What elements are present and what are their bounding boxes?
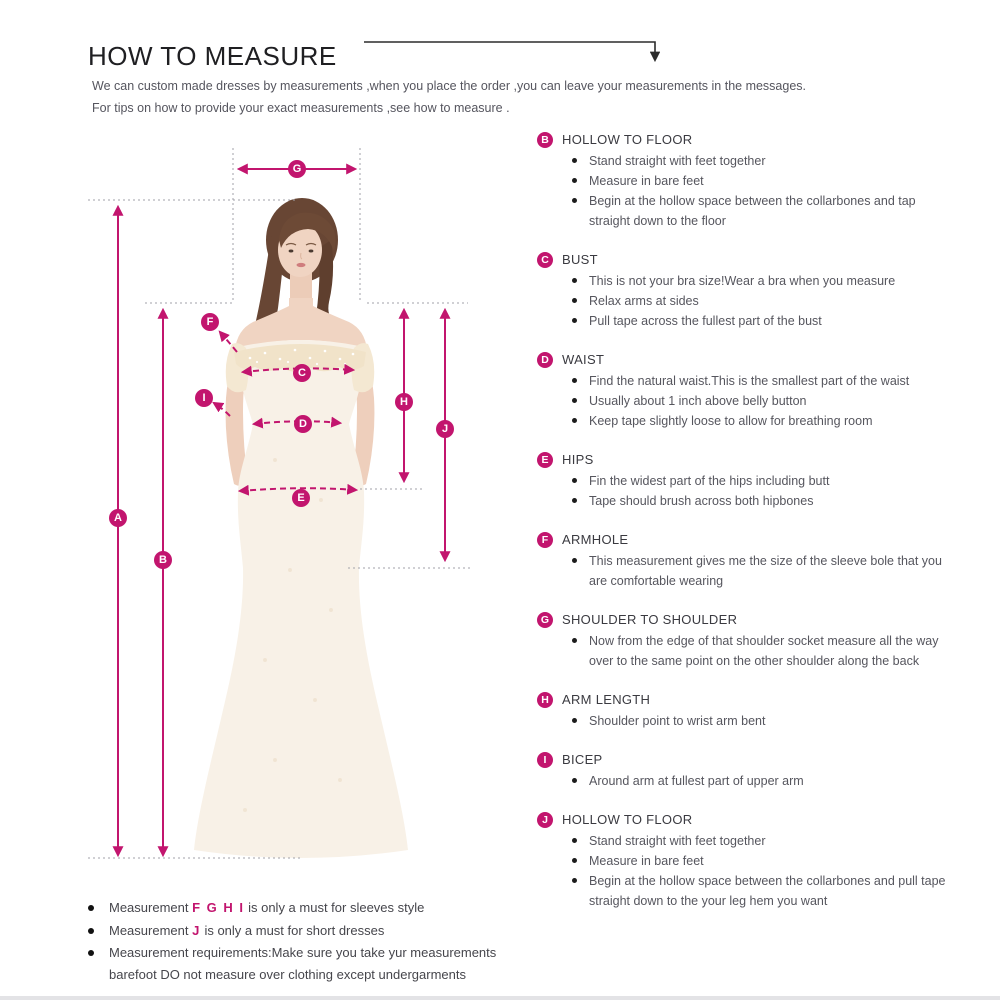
bullet-text: Usually about 1 inch above belly button: [589, 394, 807, 408]
section-title: SHOULDER TO SHOULDER: [562, 612, 738, 627]
section-letter-badge: J: [537, 812, 553, 828]
title-pointer-arrow-icon: [358, 28, 670, 72]
bullet-item: [562, 271, 895, 291]
bullet-text: Pull tape across the fullest part of the bust: [589, 314, 822, 328]
section-letter-badge: C: [537, 252, 553, 268]
section-bullets: [562, 831, 947, 911]
bullet-item: [562, 151, 947, 171]
bullet-text: Measure in bare feet: [589, 174, 704, 188]
bullet-dot-icon: [572, 398, 577, 403]
section-letter-badge: F: [537, 532, 553, 548]
bullet-text: This is not your bra size!Wear a bra when you measure: [589, 274, 896, 288]
section-bullets: [562, 371, 909, 431]
intro-text: [92, 76, 922, 119]
measurement-section: [537, 810, 967, 911]
bullet-item: [562, 771, 804, 791]
measurement-section: [537, 250, 967, 331]
bullet-dot-icon: [572, 558, 577, 563]
section-letter-badge: B: [537, 132, 553, 148]
bullet-dot-icon: [572, 878, 577, 883]
bullet-dot-icon: [572, 158, 577, 163]
footnotes: [88, 897, 528, 986]
section-bullets: [562, 771, 804, 791]
bullet-text: Around arm at fullest part of upper arm: [589, 774, 804, 788]
footnote-text: Measurement: [109, 900, 193, 915]
bullet-text: Now from the edge of that shoulder socket measure all the way over to the same point on the other shoulder along the back: [589, 634, 939, 668]
bullet-text: Find the natural waist.This is the smallest part of the waist: [589, 374, 910, 388]
section-bullets: [562, 271, 895, 331]
measurement-section: [537, 750, 967, 791]
footnote-highlight-letters: F G H I: [192, 900, 245, 915]
marker-badge-c: C: [293, 364, 311, 382]
bullet-dot-icon: [88, 950, 94, 956]
measurement-section: [537, 610, 967, 671]
bullet-text: Begin at the hollow space between the collarbones and pull tape straight down to the your leg hem you want: [589, 874, 946, 908]
section-title: WAIST: [562, 352, 605, 367]
bullet-dot-icon: [88, 905, 94, 911]
bullet-text: Relax arms at sides: [589, 294, 699, 308]
intro-line-2: For tips on how to provide your exact measurements ,see how to measure .: [92, 100, 510, 115]
bullet-item: [562, 171, 947, 191]
bullet-text: Begin at the hollow space between the collarbones and tap straight down to the floor: [589, 194, 916, 228]
bullet-item: [562, 191, 947, 231]
bullet-item: [562, 851, 947, 871]
bullet-dot-icon: [572, 198, 577, 203]
bullet-dot-icon: [572, 858, 577, 863]
bullet-text: Measure in bare feet: [589, 854, 704, 868]
marker-badge-h: H: [395, 393, 413, 411]
bullet-dot-icon: [572, 278, 577, 283]
measurement-diagram: [85, 140, 505, 888]
bullet-dot-icon: [572, 498, 577, 503]
bullet-item: [562, 371, 909, 391]
bullet-text: Shoulder point to wrist arm bent: [589, 714, 766, 728]
bullet-dot-icon: [572, 318, 577, 323]
bullet-dot-icon: [572, 638, 577, 643]
bullet-text: Tape should brush across both hipbones: [589, 494, 814, 508]
bottom-edge-line: [0, 996, 1000, 1000]
section-title: BUST: [562, 252, 598, 267]
section-letter-badge: G: [537, 612, 553, 628]
bullet-text: Stand straight with feet together: [589, 154, 766, 168]
footnote-text: Measurement: [109, 922, 193, 938]
bullet-item: [562, 871, 947, 911]
section-title: HOLLOW TO FLOOR: [562, 812, 693, 827]
page-title: HOW TO MEASURE: [88, 41, 337, 72]
measurement-section: [537, 530, 967, 591]
section-bullets: [562, 471, 829, 511]
section-letter-badge: H: [537, 692, 553, 708]
section-title: HIPS: [562, 452, 594, 467]
section-bullets: [562, 631, 947, 671]
bullet-item: [562, 391, 909, 411]
bullet-text: Keep tape slightly loose to allow for breathing room: [589, 414, 873, 428]
bullet-item: [562, 631, 947, 671]
bullet-text: Fin the widest part of the hips including butt: [589, 474, 830, 488]
marker-badge-b: B: [154, 551, 172, 569]
section-letter-badge: E: [537, 452, 553, 468]
bullet-dot-icon: [572, 378, 577, 383]
model-illustration: [85, 140, 505, 888]
footnote-item: [88, 942, 528, 985]
measurement-section: [537, 450, 967, 511]
bullet-dot-icon: [88, 928, 94, 934]
bullet-dot-icon: [572, 478, 577, 483]
model-figure: [194, 198, 408, 858]
bullet-text: Stand straight with feet together: [589, 834, 766, 848]
section-title: ARM LENGTH: [562, 692, 651, 707]
bullet-item: [562, 471, 829, 491]
intro-line-1: We can custom made dresses by measurements ,when you place the order ,you can leave your measurements in the messages.: [92, 79, 807, 93]
section-title: ARMHOLE: [562, 532, 629, 547]
footnote-text: Measurement requirements:Make sure you take yur measurements barefoot DO not measure over clothing except undergarments: [109, 945, 497, 982]
bullet-item: [562, 491, 829, 511]
footnote-text: is only a must for sleeves style: [244, 900, 425, 915]
measurement-section: [537, 690, 967, 731]
bullet-dot-icon: [572, 298, 577, 303]
footnote-item: [88, 920, 528, 942]
section-bullets: [562, 711, 765, 731]
section-letter-badge: I: [537, 752, 553, 768]
marker-badge-j: J: [436, 420, 454, 438]
bullet-dot-icon: [572, 778, 577, 783]
marker-badge-f: F: [201, 313, 219, 331]
bullet-dot-icon: [572, 418, 577, 423]
marker-badge-i: I: [195, 389, 213, 407]
section-bullets: [562, 151, 947, 231]
footnote-item: [88, 897, 528, 919]
measurement-section: [537, 130, 967, 231]
bullet-item: [562, 411, 909, 431]
marker-badge-a: A: [109, 509, 127, 527]
section-bullets: [562, 551, 947, 591]
bullet-item: [562, 551, 947, 591]
bullet-dot-icon: [572, 178, 577, 183]
section-title: HOLLOW TO FLOOR: [562, 132, 693, 147]
bullet-dot-icon: [572, 718, 577, 723]
bullet-item: [562, 311, 895, 331]
section-letter-badge: D: [537, 352, 553, 368]
marker-badge-e: E: [292, 489, 310, 507]
bullet-item: [562, 711, 765, 731]
footnote-highlight-letters: J: [192, 922, 201, 938]
marker-badge-d: D: [294, 415, 312, 433]
footnote-text: is only a must for short dresses: [200, 922, 385, 938]
marker-badge-g: G: [288, 160, 306, 178]
section-title: BICEP: [562, 752, 603, 767]
measurement-section: [537, 350, 967, 431]
bullet-item: [562, 291, 895, 311]
bullet-dot-icon: [572, 838, 577, 843]
bullet-item: [562, 831, 947, 851]
bullet-text: This measurement gives me the size of the sleeve bole that you are comfortable wearing: [589, 554, 942, 588]
measurement-sections: [537, 130, 967, 930]
